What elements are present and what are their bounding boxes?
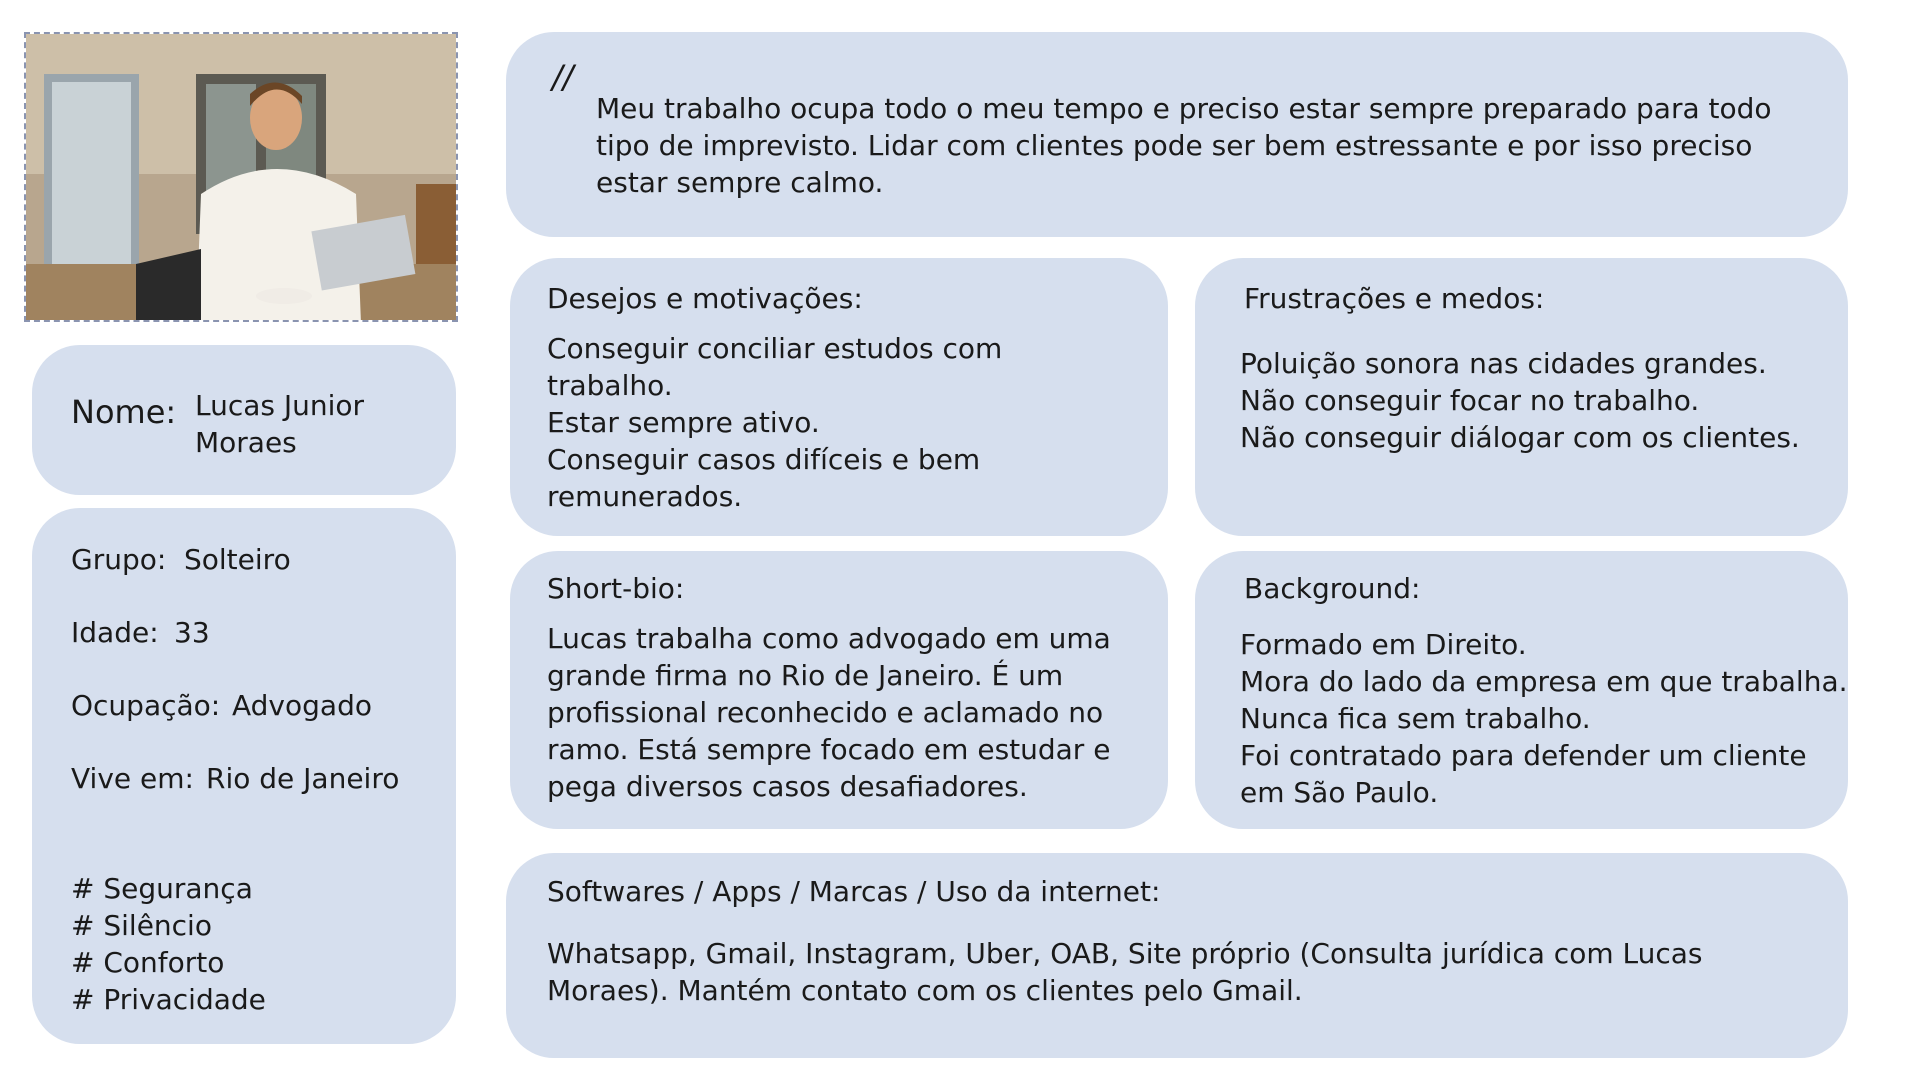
person-photo-illustration (26, 34, 456, 320)
idade-label: Idade: (71, 616, 159, 649)
grupo-value: Solteiro (184, 543, 291, 576)
name-value: Lucas Junior Moraes (195, 389, 365, 459)
softwares-text: Whatsapp, Gmail, Instagram, Uber, OAB, Site próprio (Consulta jurídica com Lucas Moraes). Mantém contato com os clientes pelo Gmail. (547, 937, 1703, 1007)
vive-value: Rio de Janeiro (206, 762, 400, 795)
persona-photo (24, 32, 458, 322)
name-label: Nome: (71, 393, 177, 431)
desejos-text: Conseguir conciliar estudos com trabalho. Estar sempre ativo. Conseguir casos difíceis e bem remunerados. (547, 332, 1003, 513)
background-title: Background: (1244, 572, 1421, 605)
ocupacao-value: Advogado (232, 689, 372, 722)
frustracoes-title: Frustrações e medos: (1244, 282, 1545, 315)
shortbio-text: Lucas trabalha como advogado em uma grande firma no Rio de Janeiro. É um profissional reconhecido e aclamado no ramo. Está sempre focado em estudar e pega diversos casos desafiadores. (547, 622, 1111, 803)
quote-text: Meu trabalho ocupa todo o meu tempo e preciso estar sempre preparado para todo tipo de imprevisto. Lidar com clientes pode ser bem estressante e por isso preciso estar sempre calmo. (596, 92, 1772, 199)
quote-mark: // (552, 58, 574, 96)
background-text: Formado em Direito. Mora do lado da empresa em que trabalha. Nunca fica sem trabalho. Foi contratado para defender um cliente em São Paulo. (1240, 628, 1848, 809)
desejos-title: Desejos e motivações: (547, 282, 863, 315)
softwares-title: Softwares / Apps / Marcas / Uso da internet: (547, 875, 1161, 908)
grupo-label: Grupo: (71, 543, 167, 576)
shortbio-title: Short-bio: (547, 572, 685, 605)
idade-value: 33 (174, 616, 210, 649)
frustracoes-text: Poluição sonora nas cidades grandes. Não conseguir focar no trabalho. Não conseguir diálogar com os clientes. (1240, 347, 1800, 454)
vive-label: Vive em: (71, 762, 194, 795)
tags-list: # Segurança # Silêncio # Conforto # Privacidade (71, 872, 266, 1016)
ocupacao-label: Ocupação: (71, 689, 221, 722)
